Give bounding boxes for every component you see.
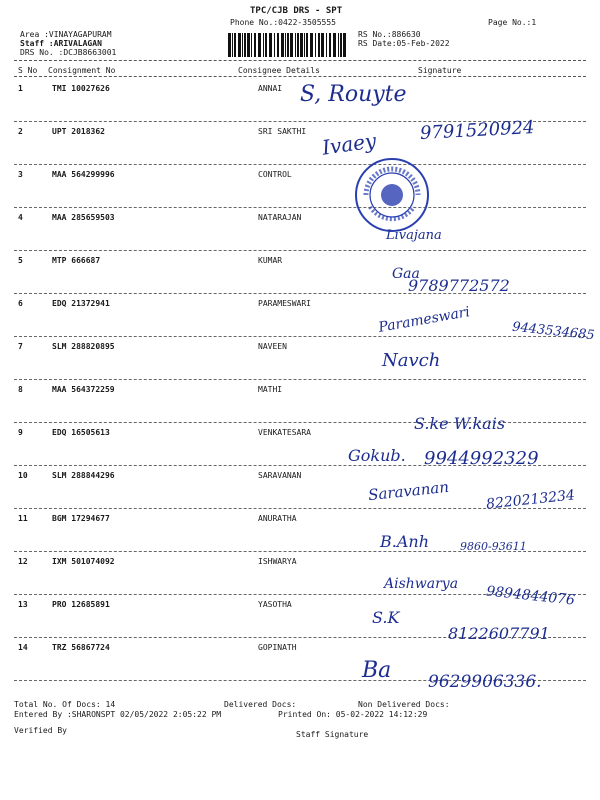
rs-number: RS No.:886630	[358, 30, 421, 39]
row-consignee: MATHI	[258, 385, 283, 394]
table-row	[0, 170, 600, 212]
entered-by: Entered By :SHARONSPT 02/05/2022 2:05:22 PM	[14, 710, 222, 719]
row-consignment: SLM 288844296	[52, 471, 115, 480]
row-consignee: VENKATESARA	[258, 428, 311, 437]
row-consignment: PRO 12685891	[52, 600, 110, 609]
staff-signature: Staff Signature	[296, 730, 369, 739]
phone-6: 9443534685	[511, 319, 596, 344]
row-divider	[14, 164, 586, 165]
row-consignee: CONTROL	[258, 170, 292, 179]
row-consignee: SARAVANAN	[258, 471, 302, 480]
row-sno: 10	[18, 471, 28, 480]
row-sno: 9	[18, 428, 23, 437]
row-divider	[14, 336, 586, 337]
barcode-bar	[238, 33, 241, 57]
row-divider	[14, 379, 586, 380]
staff-label: Staff :ARIVALAGAN	[20, 39, 102, 48]
row-consignee: NAVEEN	[258, 342, 287, 351]
barcode-bar	[269, 33, 272, 57]
table-row	[0, 385, 600, 427]
signature-6: Parameswari	[377, 304, 472, 336]
page-number: Page No.:1	[488, 18, 537, 27]
table-row	[0, 213, 600, 255]
row-consignment: MAA 285659503	[52, 213, 115, 222]
row-divider	[14, 207, 586, 208]
barcode-bar	[287, 33, 289, 57]
barcode-bar	[281, 33, 284, 57]
phone-5: 9789772572	[408, 276, 510, 295]
row-consignment: EDQ 21372941	[52, 299, 110, 308]
signature-2: Ivaey	[320, 128, 378, 160]
row-consignment: SLM 288820895	[52, 342, 115, 351]
signature-7: Navch	[382, 350, 441, 371]
signature-9a: S.ke W.kais	[414, 414, 506, 433]
company-stamp	[352, 155, 432, 235]
row-consignment: MAA 564372259	[52, 385, 115, 394]
signature-11: B.Anh	[380, 532, 430, 551]
table-row	[0, 256, 600, 298]
row-divider	[14, 250, 586, 251]
barcode-bar	[306, 33, 308, 57]
delivered-docs: Delivered Docs:	[224, 700, 297, 709]
row-sno: 4	[18, 213, 23, 222]
phone-13: 8122607791	[448, 624, 550, 643]
verified-by: Verified By	[14, 726, 67, 735]
row-sno: 3	[18, 170, 23, 179]
non-delivered-docs: Non Delivered Docs:	[358, 700, 450, 709]
row-consignment: BGM 17294677	[52, 514, 110, 523]
divider	[14, 76, 586, 77]
barcode-bar	[333, 33, 336, 57]
barcode-bar	[340, 33, 342, 57]
rs-date: RS Date:05-Feb-2022	[358, 39, 450, 48]
barcode-bar	[329, 33, 331, 57]
phone-12: 9894844076	[485, 583, 576, 609]
divider	[14, 60, 586, 61]
barcode-bar	[318, 33, 320, 57]
row-consignee: ISHWARYA	[258, 557, 297, 566]
row-sno: 2	[18, 127, 23, 136]
barcode-bar	[304, 33, 305, 57]
row-consignment: MTP 666687	[52, 256, 101, 265]
barcode-bar	[265, 33, 267, 57]
barcode-bar	[315, 33, 316, 57]
row-consignment: IXM 501074092	[52, 557, 115, 566]
row-sno: 14	[18, 643, 28, 652]
barcode-bar	[242, 33, 243, 57]
row-sno: 6	[18, 299, 23, 308]
row-consignee: SRI SAKTHI	[258, 127, 307, 136]
row-consignee: YASOTHA	[258, 600, 292, 609]
signature-9b: Gokub.	[348, 446, 406, 465]
row-sno: 5	[18, 256, 23, 265]
row-sno: 13	[18, 600, 28, 609]
signature-12: Aishwarya	[384, 576, 459, 592]
barcode	[228, 33, 348, 57]
phone-11: 9860-93611	[460, 540, 527, 553]
barcode-bar	[343, 33, 346, 57]
barcode-bar	[234, 33, 236, 57]
row-consignee: GOPINATH	[258, 643, 297, 652]
signature-4: Livajana	[386, 228, 442, 243]
col-consignee: Consignee Details	[238, 66, 320, 75]
barcode-bar	[321, 33, 324, 57]
row-sno: 1	[18, 84, 23, 93]
phone-10: 8220213234	[485, 487, 576, 513]
barcode-bar	[258, 33, 261, 57]
barcode-bar	[247, 33, 250, 57]
barcode-bar	[300, 33, 303, 57]
row-consignment: EDQ 16505613	[52, 428, 110, 437]
total-docs: Total No. Of Docs: 14	[14, 700, 116, 709]
phone-2: 9791520924	[419, 117, 536, 144]
barcode-bar	[251, 33, 252, 57]
table-row	[0, 299, 600, 341]
barcode-bar	[277, 33, 279, 57]
row-sno: 11	[18, 514, 28, 523]
col-signature: Signature	[418, 66, 462, 75]
col-sno: S No	[18, 66, 38, 75]
signature-1: S, Rouyte	[300, 82, 407, 107]
barcode-bar	[338, 33, 339, 57]
row-sno: 12	[18, 557, 28, 566]
barcode-bar	[232, 33, 233, 57]
row-consignee: PARAMESWARI	[258, 299, 311, 308]
barcode-bar	[310, 33, 313, 57]
row-consignment: MAA 564299996	[52, 170, 115, 179]
phone-14: 9629906336.	[428, 672, 542, 692]
signature-13: S.K	[372, 608, 400, 627]
row-consignee: ANNAI	[258, 84, 283, 93]
area-label: Area :VINAYAGAPURAM	[20, 30, 112, 39]
barcode-bar	[254, 33, 256, 57]
row-consignment: TMI 10027626	[52, 84, 110, 93]
barcode-bar	[290, 33, 293, 57]
barcode-bar	[295, 33, 296, 57]
barcode-bar	[297, 33, 299, 57]
col-consignment: Consignment No	[48, 66, 116, 75]
barcode-bar	[244, 33, 246, 57]
drs-number: DRS No. :DCJB8663001	[20, 48, 117, 57]
signature-10: Saravanan	[367, 477, 450, 505]
row-consignment: TRZ 56867724	[52, 643, 110, 652]
barcode-bar	[263, 33, 264, 57]
row-sno: 8	[18, 385, 23, 394]
printed-on: Printed On: 05-02-2022 14:12:29	[278, 710, 428, 719]
document-title: TPC/CJB DRS - SPT	[250, 6, 343, 16]
row-consignment: UPT 2018362	[52, 127, 105, 136]
barcode-bar	[326, 33, 327, 57]
barcode-bar	[285, 33, 286, 57]
phone-9: 9944992329	[424, 448, 539, 469]
signature-5: Gaa	[392, 266, 420, 282]
row-sno: 7	[18, 342, 23, 351]
row-consignee: KUMAR	[258, 256, 283, 265]
row-consignee: NATARAJAN	[258, 213, 302, 222]
table-row	[0, 342, 600, 384]
barcode-bar	[228, 33, 231, 57]
row-consignee: ANURATHA	[258, 514, 297, 523]
signature-14: Ba	[362, 658, 392, 683]
phone-number: Phone No.:0422-3505555	[230, 18, 336, 27]
barcode-bar	[274, 33, 275, 57]
